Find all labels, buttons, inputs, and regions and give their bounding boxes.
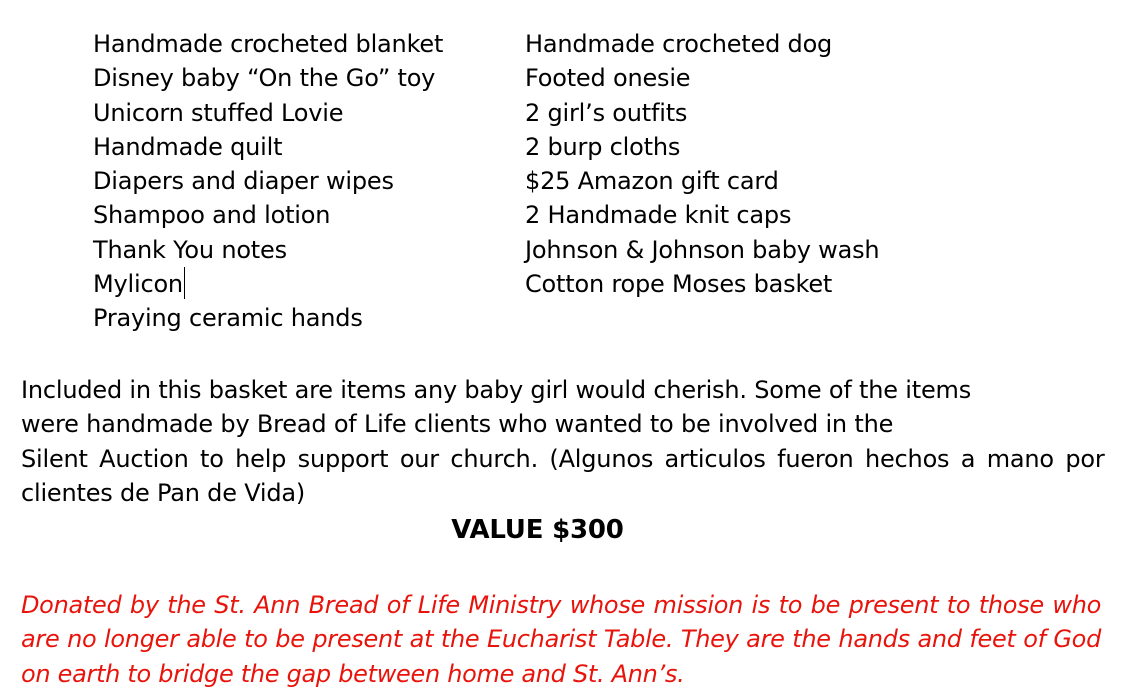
donation-line: Donated by the St. Ann Bread of Life Ministry whose mission is to be present to those who bbox=[21, 591, 1101, 619]
donation-line: are no longer able to be present at the Eucharist Table. They are the hands and feet of God bbox=[21, 625, 1101, 654]
list-item: Handmade quilt bbox=[93, 132, 283, 161]
list-item: 2 girl’s outfits bbox=[525, 98, 688, 127]
value-heading: VALUE $300 bbox=[451, 515, 624, 545]
list-item: Diapers and diaper wipes bbox=[93, 167, 394, 196]
list-item: Thank You notes bbox=[93, 235, 287, 264]
list-item: $25 Amazon gift card bbox=[525, 167, 779, 196]
list-item-text: Mylicon bbox=[93, 270, 183, 299]
description-line: Silent Auction to help support our church. (Algunos articulos fueron hechos a mano por bbox=[21, 444, 1105, 473]
list-item: Handmade crocheted blanket bbox=[93, 30, 444, 58]
description-paragraph bbox=[21, 373, 1105, 510]
donation-line: on earth to bridge the gap between home and St. Ann’s. bbox=[21, 659, 685, 688]
donation-statement bbox=[21, 588, 1101, 691]
list-item: Unicorn stuffed Lovie bbox=[93, 98, 344, 127]
list-item: Footed onesie bbox=[525, 64, 691, 93]
description-line: were handmade by Bread of Life clients who wanted to be involved in the bbox=[21, 410, 894, 439]
description-line: clientes de Pan de Vida) bbox=[21, 478, 306, 507]
text-cursor bbox=[184, 267, 185, 299]
items-list-left bbox=[93, 27, 443, 336]
list-item: Shampoo and lotion bbox=[93, 201, 331, 230]
items-list-right bbox=[525, 27, 879, 301]
list-item: Praying ceramic hands bbox=[93, 304, 363, 333]
list-item: Handmade crocheted dog bbox=[525, 30, 833, 58]
description-line: Included in this basket are items any baby girl would cherish. Some of the items bbox=[21, 376, 972, 404]
list-item: Disney baby “On the Go” toy bbox=[93, 64, 436, 93]
list-item: 2 burp cloths bbox=[525, 132, 681, 161]
list-item: Johnson & Johnson baby wash bbox=[525, 235, 880, 264]
list-item[interactable] bbox=[93, 267, 443, 301]
list-item: Cotton rope Moses basket bbox=[525, 270, 833, 299]
list-item: 2 Handmade knit caps bbox=[525, 201, 792, 230]
